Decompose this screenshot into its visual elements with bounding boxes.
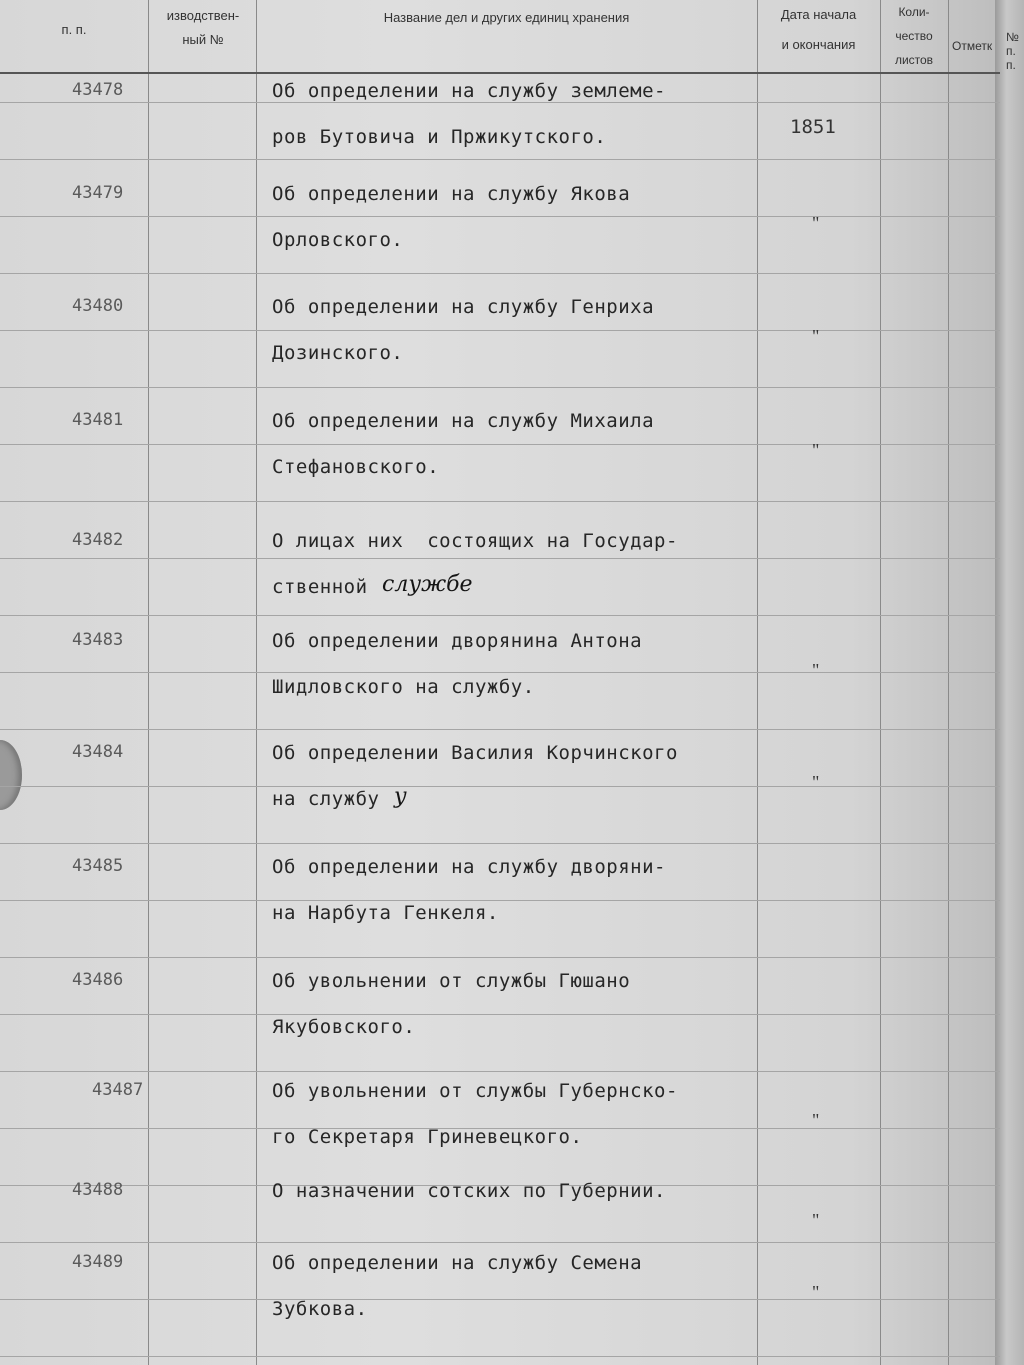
record-title-line: Стефановского. — [272, 456, 440, 478]
record-title-line: Об определении на службу землеме- — [272, 80, 666, 102]
record-title-line: Об определении дворянина Антона — [272, 630, 643, 652]
header-notes: Отметк — [952, 39, 993, 53]
record-title-line: Об определении на службу дворяни- — [272, 856, 666, 878]
record-title-line: на службу — [272, 788, 380, 810]
record-title-line: Об определении на службу Михаила — [272, 410, 655, 432]
ruled-line — [0, 159, 1000, 160]
ruled-line — [0, 558, 1000, 559]
next-page-edge — [995, 0, 1024, 1365]
ruled-line — [0, 387, 1000, 388]
record-date: " — [812, 326, 820, 346]
ruled-line — [0, 900, 1000, 901]
record-title-line: Об определении Василия Корчинского — [272, 742, 678, 764]
record-date: " — [812, 1110, 820, 1130]
ruled-line — [0, 1071, 1000, 1072]
ruled-line — [0, 1299, 1000, 1300]
record-number: 43483 — [72, 630, 124, 650]
record-title-line: го Секретаря Гриневецкого. — [272, 1126, 583, 1148]
handwritten-correction: у — [394, 784, 407, 809]
column-divider — [256, 0, 257, 1365]
ruled-line — [0, 843, 1000, 844]
record-number: 43488 — [72, 1180, 124, 1200]
header-title: Название дел и других единиц хранения — [383, 10, 630, 25]
header-prod-num: изводствен- ный № — [166, 8, 240, 47]
edge-header-text: № п. п. — [1006, 30, 1019, 72]
ruled-line — [0, 729, 1000, 730]
column-divider — [757, 0, 758, 1365]
record-title-line: Орловского. — [272, 229, 404, 251]
ruled-line — [0, 273, 1000, 274]
record-date: " — [812, 660, 820, 680]
header-num: п. п. — [61, 22, 87, 37]
record-number: 43480 — [72, 296, 124, 316]
ruled-line — [0, 957, 1000, 958]
record-number: 43486 — [72, 970, 124, 990]
handwritten-correction: службе — [382, 572, 473, 597]
record-title-line: на Нарбута Генкеля. — [272, 902, 499, 924]
record-date: " — [812, 1282, 820, 1302]
record-number: 43482 — [72, 530, 124, 550]
ruled-line — [0, 1242, 1000, 1243]
ruled-line — [0, 501, 1000, 502]
record-title-line: ственной — [272, 576, 368, 598]
column-divider — [880, 0, 881, 1365]
ruled-line — [0, 1356, 1000, 1357]
record-title-line: Дозинского. — [272, 342, 404, 364]
record-date: 1851 — [790, 116, 836, 138]
record-number: 43485 — [72, 856, 124, 876]
header-date: Дата начала и окончания — [780, 7, 857, 52]
record-title-line: Зубкова. — [272, 1298, 368, 1320]
header-sheets: Коли- чество листов — [894, 5, 934, 67]
ruled-line — [0, 786, 1000, 787]
record-number: 43489 — [72, 1252, 124, 1272]
record-title-line: Шидловского на службу. — [272, 676, 535, 698]
record-date: " — [812, 440, 820, 460]
record-title-line: Об увольнении от службы Гюшано — [272, 970, 631, 992]
record-number: 43481 — [72, 410, 124, 430]
column-divider — [948, 0, 949, 1365]
ruled-line — [0, 672, 1000, 673]
record-date: " — [812, 213, 820, 233]
record-title-line: О назначении сотских по Губернии. — [272, 1180, 666, 1202]
record-title-line: Об определении на службу Генриха — [272, 296, 655, 318]
ruled-line — [0, 216, 1000, 217]
record-number: 43484 — [72, 742, 124, 762]
ruled-line — [0, 102, 1000, 103]
ruled-line — [0, 1014, 1000, 1015]
record-number: 43478 — [72, 80, 124, 100]
record-title-line: Якубовского. — [272, 1016, 416, 1038]
record-date: " — [812, 772, 820, 792]
record-title-line: ров Бутовича и Пржикутского. — [272, 126, 607, 148]
header-rule — [0, 72, 1000, 74]
record-date: " — [812, 1210, 820, 1230]
record-title-line: Об увольнении от службы Губернско- — [272, 1080, 678, 1102]
record-title-line: Об определении на службу Семена — [272, 1252, 643, 1274]
record-number: 43479 — [72, 183, 124, 203]
ruled-line — [0, 444, 1000, 445]
column-divider — [148, 0, 149, 1365]
record-title-line: О лицах них состоящих на Государ- — [272, 530, 678, 552]
record-title-line: Об определении на службу Якова — [272, 183, 631, 205]
ruled-line — [0, 330, 1000, 331]
record-number: 43487 — [92, 1080, 144, 1100]
ruled-line — [0, 615, 1000, 616]
